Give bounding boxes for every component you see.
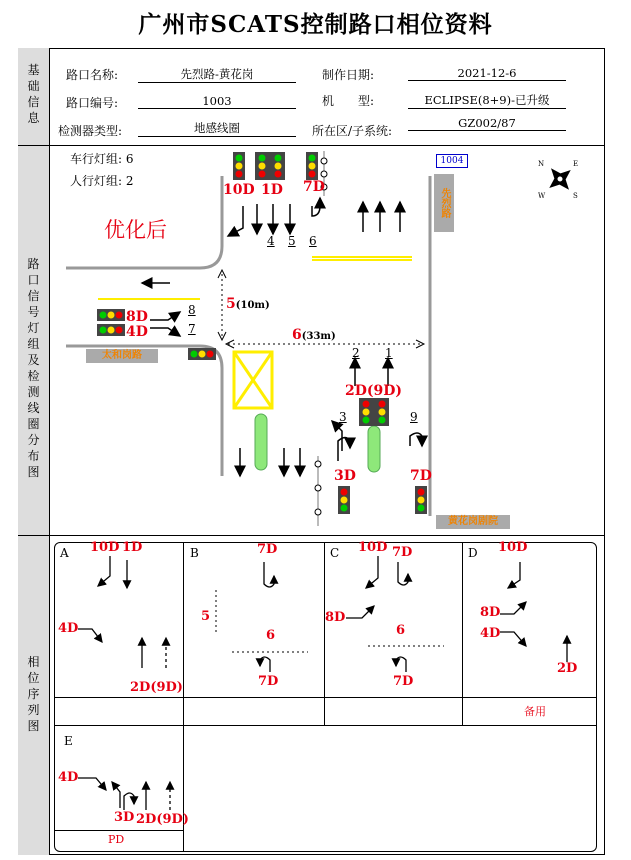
signal-head-10d <box>233 152 245 180</box>
ped-crossing-id: 5 <box>226 296 236 312</box>
ped-crossing-id: 6 <box>292 327 302 343</box>
page-title: 广州市SCATS控制路口相位资料 <box>138 11 493 38</box>
lane-label-1: 1 <box>385 346 393 360</box>
arrow-turn-icon <box>228 206 243 236</box>
lane-label-9: 9 <box>410 410 418 424</box>
name-value: 先烈路-黄花岗 <box>138 66 296 83</box>
road-label-south: 黄花岗剧院 <box>436 515 510 529</box>
ped-crossing-6-label <box>292 327 336 343</box>
phase-d-letter: D <box>468 546 478 560</box>
section-char: 灯 <box>27 321 40 335</box>
model-label: 机 型: <box>322 94 375 108</box>
signal-label-7d-south: 7D <box>410 468 432 484</box>
name-label: 路口名称: <box>66 68 119 82</box>
grid-line <box>55 697 596 698</box>
signal-head-3d <box>338 486 350 514</box>
section-char: 组 <box>27 337 40 351</box>
id-label: 路口编号: <box>66 96 119 110</box>
phase-c-label-8d: 8D <box>325 610 346 625</box>
section-char: 号 <box>27 305 40 319</box>
section-char: 路 <box>27 257 40 271</box>
section-label-layout <box>18 145 50 535</box>
detector-label: 检测器类型: <box>58 124 123 138</box>
phase-c-letter: C <box>330 546 340 560</box>
grid-line <box>55 830 183 831</box>
model-value: ECLIPSE(8+9)-已升级 <box>408 92 566 109</box>
lane-label-6: 6 <box>309 234 317 248</box>
phase-d-label-8d: 8D <box>480 605 501 620</box>
road-label-east: 先烈路 <box>434 174 454 232</box>
ped-group-count: 人行灯组: 2 <box>70 174 134 188</box>
section-char: 信 <box>27 289 40 303</box>
phase-b-label-6: 6 <box>266 628 276 643</box>
uturn-icon <box>338 438 350 462</box>
section-char: 检 <box>27 369 40 383</box>
phase-c-label-10d: 10D <box>358 540 388 555</box>
phase-c-label-6: 6 <box>396 623 406 638</box>
lane-label-8: 8 <box>188 303 196 317</box>
phase-a-letter: A <box>60 546 69 560</box>
signal-head-ped-west <box>188 348 216 360</box>
area-value: GZ002/87 <box>408 116 566 131</box>
signal-head-4d <box>97 324 125 336</box>
section-char: 布 <box>27 449 40 463</box>
lane-label-4: 4 <box>267 234 275 248</box>
section-label-basic <box>18 48 50 145</box>
lane-label-3: 3 <box>339 410 347 424</box>
date-label: 制作日期: <box>322 68 375 82</box>
phase-b-letter: B <box>190 546 199 560</box>
section-char: 息 <box>27 111 40 125</box>
uturn-icon <box>410 433 422 446</box>
optimized-label: 优化后 <box>104 218 167 242</box>
phase-b-label-7d: 7D <box>257 542 278 557</box>
detector-loop <box>368 426 380 472</box>
phase-d-label-2d: 2D <box>557 661 578 676</box>
phase-a-label-2d: 2D(9D) <box>130 680 183 695</box>
signal-label-8d: 8D <box>126 309 148 325</box>
compass-n: N <box>538 160 545 168</box>
arrow-turn-icon <box>150 328 180 336</box>
phase-c-label-7d: 7D <box>392 545 413 560</box>
compass-w: W <box>538 192 546 200</box>
compass-e: E <box>573 160 579 168</box>
lane-label-7: 7 <box>188 322 196 336</box>
detector-value: 地感线圈 <box>138 120 296 137</box>
uturn-icon <box>312 198 320 216</box>
section-char: 口 <box>27 273 40 287</box>
signal-head-7d-south <box>415 486 427 514</box>
phase-d-label-10d: 10D <box>498 540 528 555</box>
signal-head-2d <box>359 398 389 426</box>
signal-label-7d: 7D <box>303 179 325 195</box>
phase-spare-label: 备用 <box>524 705 546 718</box>
section-char: 信 <box>27 95 40 109</box>
phase-a-label-1d: 1D <box>122 540 143 555</box>
section-char: 图 <box>27 465 40 479</box>
phase-e-label-4d: 4D <box>58 770 79 785</box>
grid-line <box>55 725 596 726</box>
date-value: 2021-12-6 <box>408 66 566 81</box>
signal-head-1d <box>255 152 285 180</box>
compass-s: S <box>573 192 578 200</box>
signal-label-10d: 10D <box>223 182 255 198</box>
signal-label-4d: 4D <box>126 324 148 340</box>
grid-line <box>183 725 184 851</box>
ped-signal-pole <box>315 456 321 526</box>
signal-label-2d-9d: 2D(9D) <box>345 383 403 399</box>
area-label: 所在区/子系统: <box>312 124 393 138</box>
phase-b-label-5: 5 <box>201 609 211 624</box>
section-char: 图 <box>27 719 40 733</box>
phase-e-letter: E <box>64 734 73 748</box>
signal-head-7d <box>306 152 318 180</box>
vehicle-group-count: 车行灯组: 6 <box>70 152 134 166</box>
road-label-west: 太和岗路 <box>86 349 158 363</box>
lane-label-2: 2 <box>352 346 360 360</box>
section-char: 分 <box>27 433 40 447</box>
section-label-phase <box>18 535 50 855</box>
phase-e-label-3d: 3D <box>114 810 135 825</box>
section-char: 圈 <box>27 417 40 431</box>
section-char: 及 <box>27 353 40 367</box>
lane-label-5: 5 <box>288 234 296 248</box>
signal-head-8d <box>97 309 125 321</box>
phase-a-label-4d: 4D <box>58 621 79 636</box>
detector-loop <box>255 414 267 470</box>
section-char: 位 <box>27 671 40 685</box>
phase-e-label-2d: 2D(9D) <box>136 812 189 827</box>
phase-b-label-7d-b: 7D <box>258 674 279 689</box>
phase-d-label-4d: 4D <box>480 626 501 641</box>
section-char: 础 <box>27 79 40 93</box>
phase-pd-label: PD <box>108 833 125 846</box>
arrow-turn-icon <box>332 421 342 451</box>
section-char: 序 <box>27 687 40 701</box>
id-value: 1003 <box>138 94 296 109</box>
section-char: 列 <box>27 703 40 717</box>
signal-label-3d: 3D <box>334 468 356 484</box>
section-char: 线 <box>27 401 40 415</box>
section-char: 测 <box>27 385 40 399</box>
section-char: 基 <box>27 63 40 77</box>
phase-c-label-7d-b: 7D <box>393 674 414 689</box>
road-edge <box>66 346 222 476</box>
ped-crossing-length: (10m) <box>235 300 270 311</box>
divider <box>50 535 605 536</box>
arrow-turn-icon <box>150 312 180 320</box>
section-char: 相 <box>27 655 40 669</box>
phase-a-label-10d: 10D <box>90 540 120 555</box>
ped-crossing-5-label <box>226 296 270 312</box>
box-id: 1004 <box>436 154 468 168</box>
ped-crossing-length: (33m) <box>301 331 336 342</box>
signal-label-1d: 1D <box>261 182 283 198</box>
